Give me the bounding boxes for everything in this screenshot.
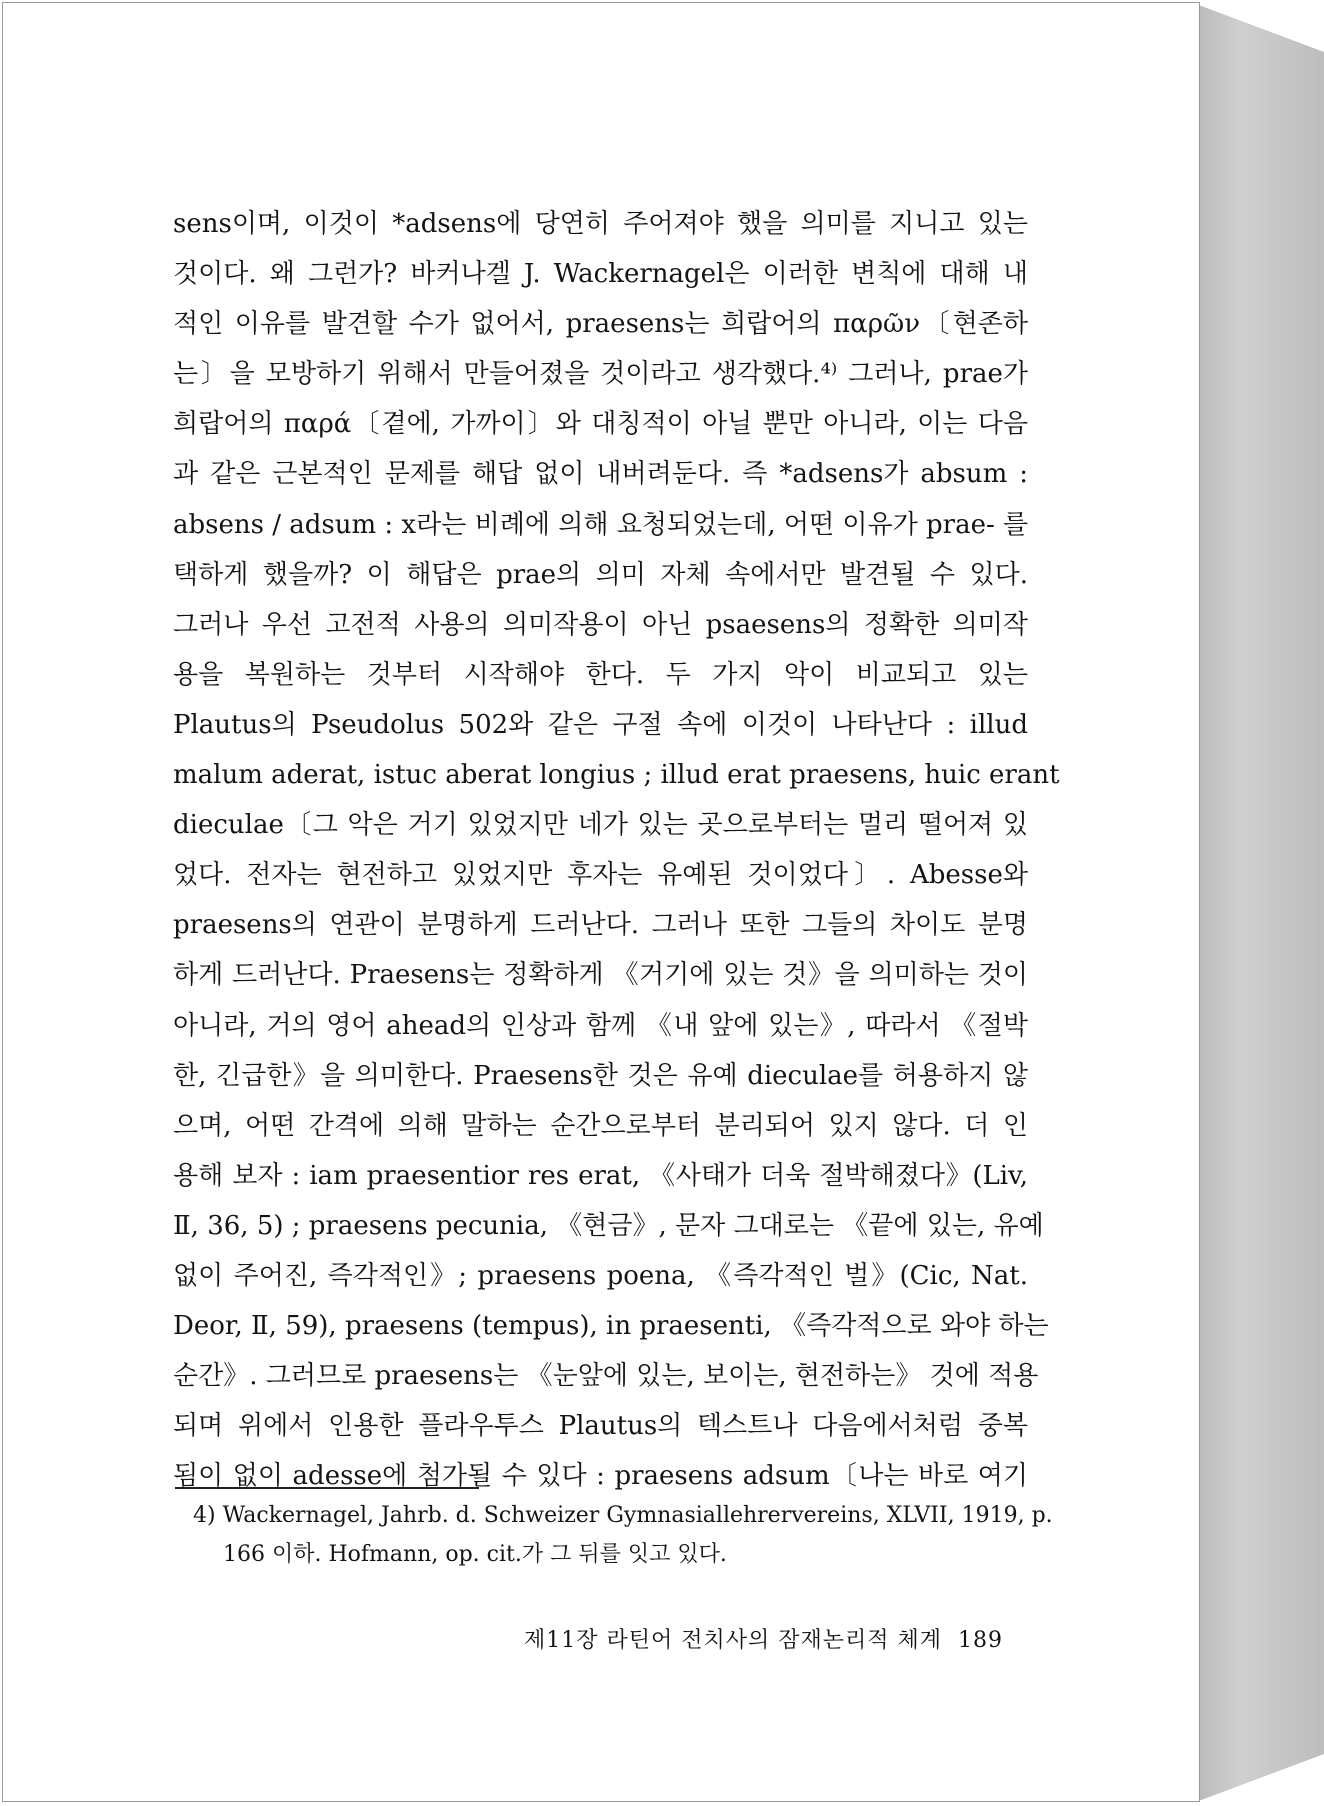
text-line: 됨이 없이 adesse에 첨가될 수 있다 : praesens adsum〔나는 바로 여기 [173,1461,1028,1492]
text-line: Ⅱ, 36, 5) ; praesens pecunia, 《현금》, 문자 그대로는 《끝에 있는, 유예 [173,1210,1044,1241]
text-line: 는〕을 모방하기 위해서 만들어졌을 것이라고 생각했다.⁴⁾ 그러나, prae가 [173,359,1028,390]
text-line: 순간》. 그러므로 praesens는 《눈앞에 있는, 보이는, 현전하는》 것에 적용 [173,1361,1039,1392]
text-line: 것이다. 왜 그런가? 바커나겔 J. Wackernagel은 이러한 변칙에 대해 내 [173,259,1028,290]
text-line: 적인 이유를 발견할 수가 없어서, praesens는 희랍어의 παρῶν〔현존하 [173,309,1028,340]
running-footer [463,1623,1003,1654]
text-line: 희랍어의 παρά〔곁에, 가까이〕와 대칭적이 아닐 뿐만 아니라, 이는 다음 [173,409,1028,440]
text-line: absens / adsum : x라는 비례에 의해 요청되었는데, 어떤 이유가 prae- 를 [173,509,1029,540]
text-line: praesens의 연관이 분명하게 드러난다. 그러나 또한 그들의 차이도 분명 [173,910,1028,941]
text-line: sens이며, 이것이 *adsens에 당연히 주어져야 했을 의미를 지니고 있는 [173,209,1028,239]
text-line: Deor, Ⅱ, 59), praesens (tempus), in praesenti, 《즉각적으로 와야 하는 [173,1311,1049,1342]
text-line: malum aderat, istuc aberat longius ; illud erat praesens, huic erant [173,760,1060,791]
text-line: 용해 보자 : iam praesentior res erat, 《사태가 더욱 절박해졌다》(Liv, [173,1160,1028,1191]
footnotes [193,1496,1053,1574]
footnote-line: 4) Wackernagel, Jahrb. d. Schweizer Gymnasiallehrervereins, XLVII, 1919, p. [193,1503,1053,1528]
page-number: 189 [958,1628,1003,1653]
text-line: 되며 위에서 인용한 플라우투스 Plautus의 텍스트나 다음에서처럼 중복 [173,1411,1028,1442]
text-line: Plautus의 Pseudolus 502와 같은 구절 속에 이것이 나타난다 : illud [173,709,1028,740]
text-line: 으며, 어떤 간격에 의해 말하는 순간으로부터 분리되어 있지 않다. 더 인 [173,1110,1028,1141]
footnote-divider [175,1487,479,1489]
body-text [173,199,1060,1501]
text-line: 하게 드러난다. Praesens는 정확하게 《거기에 있는 것》을 의미하는 것이 [173,960,1028,991]
text-line: 택하게 했을까? 이 해답은 prae의 의미 자체 속에서만 발견될 수 있다. [173,559,1028,590]
text-line: dieculae〔그 악은 거기 있었지만 네가 있는 곳으로부터는 멀리 떨어져 있 [173,810,1028,841]
text-line: 아니라, 거의 영어 ahead의 인상과 함께 《내 앞에 있는》, 따라서 《절박 [173,1010,1028,1041]
text-line: 한, 긴급한》을 의미한다. Praesens한 것은 유예 dieculae를 허용하지 않 [173,1060,1028,1091]
text-line: 었다. 전자는 현전하고 있었지만 후자는 유예된 것이었다〕. Abesse와 [173,860,1028,891]
text-line: 용을 복원하는 것부터 시작해야 한다. 두 가지 악이 비교되고 있는 [173,659,1028,690]
text-line: 없이 주어진, 즉각적인》; praesens poena, 《즉각적인 벌》(Cic, Nat. [173,1260,1028,1291]
footnote-line: 166 이하. Hofmann, op. cit.가 그 뒤를 잇고 있다. [223,1542,727,1567]
book-page [2,2,1200,1802]
text-line: 그러나 우선 고전적 사용의 의미작용이 아닌 psaesens의 정확한 의미작 [173,609,1028,640]
text-line: 과 같은 근본적인 문제를 해답 없이 내버려둔다. 즉 *adsens가 absum : [173,459,1028,490]
running-title: 제11장 라틴어 전치사의 잠재논리적 체계 [524,1628,942,1653]
book-page-edge [1196,4,1324,1802]
